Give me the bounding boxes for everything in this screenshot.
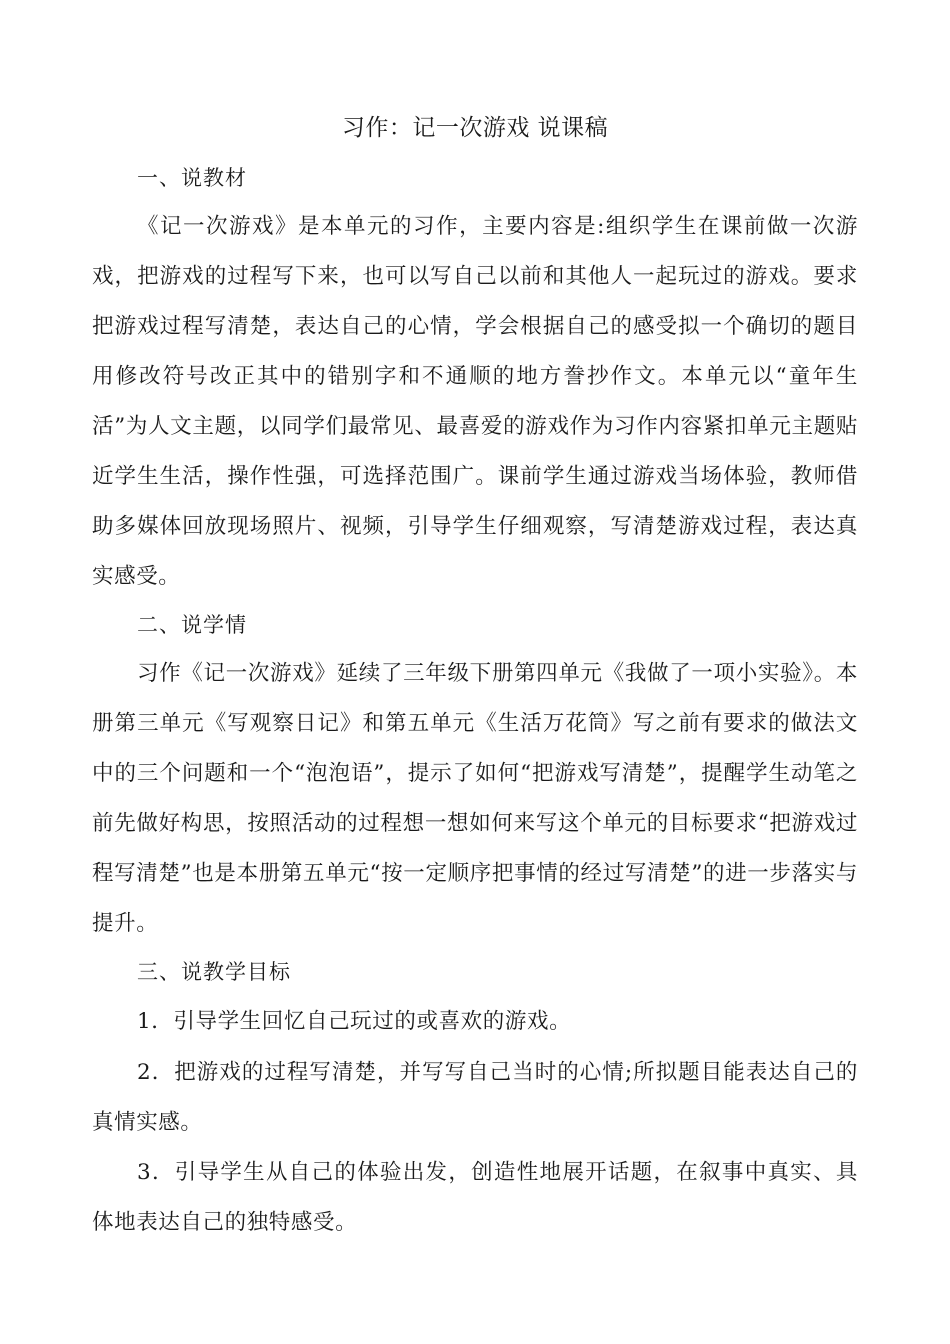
section-heading-student-situation: 二、说学情 xyxy=(137,613,247,637)
section-heading-teaching-material: 一、说教材 xyxy=(137,166,247,190)
paragraph-student-situation: 习作《记一次游戏》延续了三年级下册第四单元《我做了一项小实验》。本册第三单元《写观察日记》和第五单元《生活万花筒》写之前有要求的做法文中的三个问题和一个“泡泡语”，提示了如何“把游戏写清楚”，提醒学生动笔之前先做好构思，按照活动的过程想一想如何来写这个单元的目标要求“把游戏过程写清楚”也是本册第五单元“按一定顺序把事情的经过写清楚”的进一步落实与提升。 xyxy=(92,661,858,936)
goal-item-1: 1．引导学生回忆自己玩过的或喜欢的游戏。 xyxy=(137,1009,572,1034)
paragraph-teaching-material: 《记一次游戏》是本单元的习作，主要内容是:组织学生在课前做一次游戏，把游戏的过程写下来，也可以写自己以前和其他人一起玩过的游戏。要求把游戏过程写清楚，表达自己的心情，学会根据自己的感受拟一个确切的题目用修改符号改正其中的错别字和不通顺的地方誊抄作文。本单元以“童年生活”为人文主题，以同学们最常见、最喜爱的游戏作为习作内容紧扣单元主题贴近学生生活，操作性强，可选择范围广。课前学生通过游戏当场体验，教师借助多媒体回放现场照片、视频，引导学生仔细观察，写清楚游戏过程，表达真实感受。 xyxy=(92,214,858,589)
section-heading-teaching-goals: 三、说教学目标 xyxy=(137,960,291,984)
document-title: 习作：记一次游戏 说课稿 xyxy=(341,115,609,141)
goal-item-2: 2．把游戏的过程写清楚，并写写自己当时的心情;所拟题目能表达自己的真情实感。 xyxy=(92,1060,858,1135)
goal-item-3: 3．引导学生从自己的体验出发，创造性地展开话题，在叙事中真实、具体地表达自己的独特感受。 xyxy=(92,1160,858,1235)
